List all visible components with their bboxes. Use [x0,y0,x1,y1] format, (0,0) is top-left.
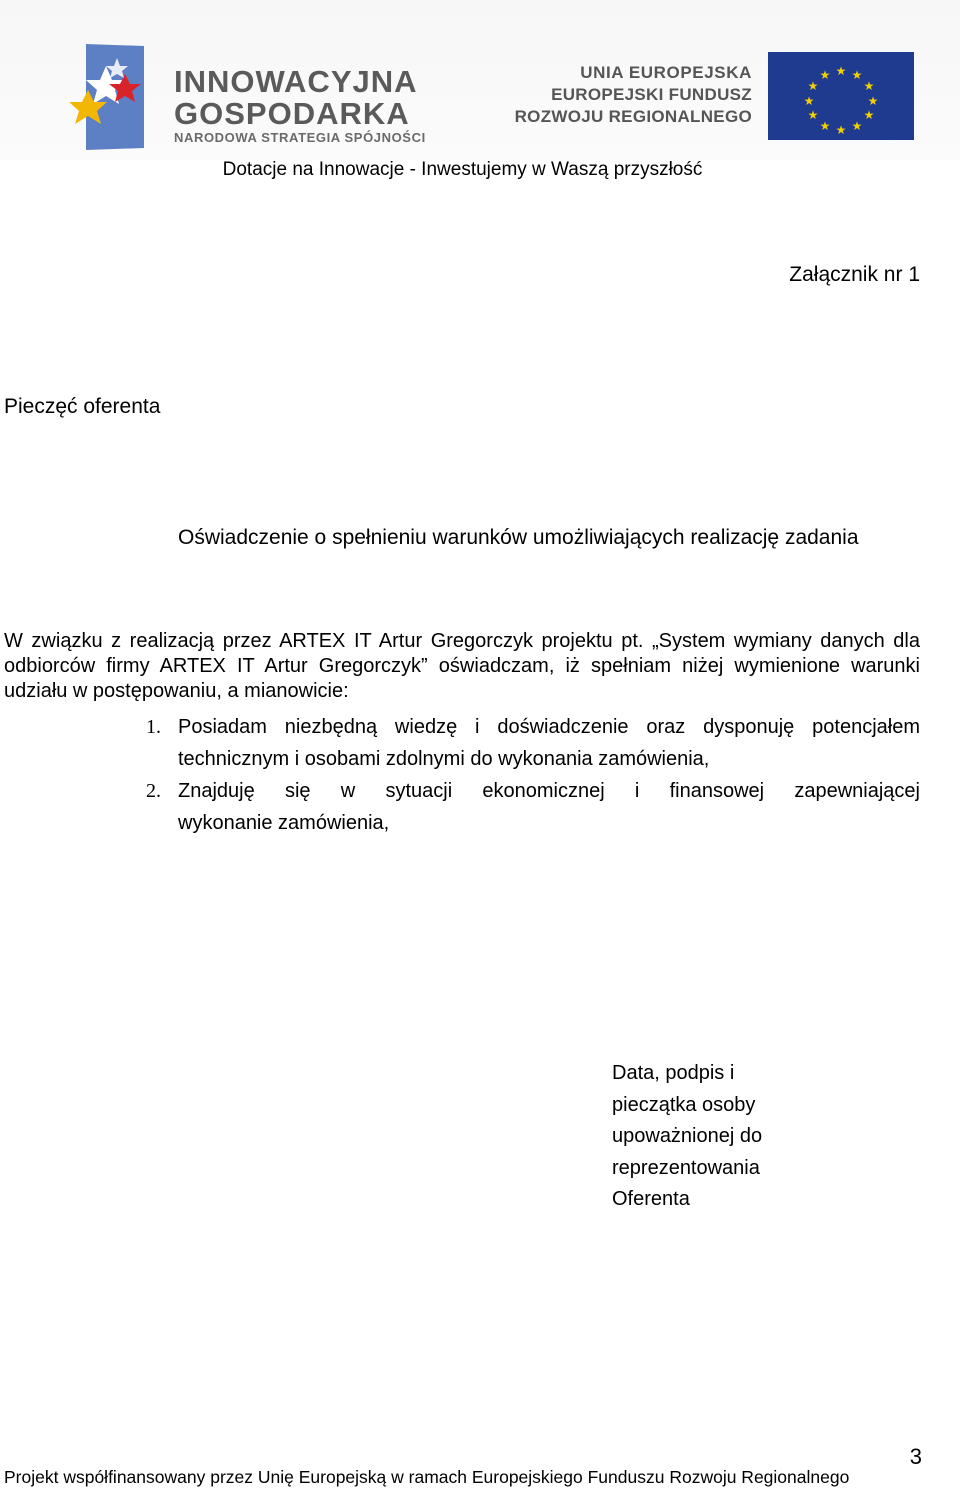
stamp-label: Pieczęć oferenta [4,395,161,418]
svg-text:★: ★ [835,64,847,78]
svg-text:★: ★ [851,119,863,133]
header-motto: Dotacje na Innowacje - Inwestujemy w Waszą przyszłość [222,159,703,180]
svg-text:★: ★ [851,68,863,82]
annex-label: Załącznik nr 1 [789,263,920,286]
svg-text:★: ★ [819,68,831,82]
page-number: 3 [909,1444,922,1469]
document-title: Oświadczenie o spełnieniu warunków umożliwiających realizację zadania [178,526,859,549]
footer-text: Projekt współfinansowany przez Unię Europejską w ramach Europejskiego Funduszu Rozwoju Regionalnego [4,1467,850,1487]
logo-line-gospodarka: GOSPODARKA [174,96,410,131]
list-item [140,711,920,775]
signature-line: Oferenta [612,1188,690,1210]
svg-text:★: ★ [807,79,819,93]
signature-line: reprezentowania [612,1156,760,1179]
list-item-line: technicznym i osobami zdolnymi do wykonania zamówienia, [178,748,710,770]
logo-line-innowacyjna: INNOWACYJNA [174,64,418,99]
eu-line-unia: UNIA EUROPEJSKA [580,63,752,82]
eu-line-fundusz: EUROPEJSKI FUNDUSZ [551,85,752,104]
svg-text:★: ★ [867,94,879,108]
svg-text:★: ★ [863,79,875,93]
eu-flag-icon [768,52,914,140]
logo-stars-icon [70,40,170,152]
list-item-number: 2. [146,780,161,802]
svg-text:★: ★ [819,119,831,133]
eu-logo-text [500,62,752,128]
list-item-number: 1. [146,716,161,738]
eu-line-rozwoju: ROZWOJU REGIONALNEGO [514,107,752,126]
logo-line-strategia: NARODOWA STRATEGIA SPÓJNOŚCI [174,130,426,145]
svg-text:★: ★ [807,108,819,122]
svg-text:★: ★ [835,123,847,137]
svg-text:★: ★ [863,108,875,122]
list-item [140,775,920,839]
list-item-line: Znajduję się w sytuacji ekonomicznej i finansowej zapewniającej [178,780,920,802]
signature-line: upoważnionej do [612,1125,763,1147]
innowacyjna-gospodarka-logo [70,40,460,152]
conditions-list [140,711,920,839]
list-item-line: wykonanie zamówienia, [178,812,390,834]
signature-block [612,1058,812,1216]
signature-line: pieczątka osoby [612,1093,756,1116]
signature-line: Data, podpis i [612,1062,735,1084]
list-item-line: Posiadam niezbędną wiedzę i doświadczenie oraz dysponuję potencjałem [178,716,920,738]
svg-text:★: ★ [803,94,815,108]
intro-paragraph: W związku z realizacją przez ARTEX IT Artur Gregorczyk projektu pt. „System wymiany danych dla odbiorców firmy ARTEX IT Artur Gregorczyk” oświadczam, iż spełniam niżej wymienione warunki udziału w postępowaniu, a mianowicie: [4,630,920,702]
